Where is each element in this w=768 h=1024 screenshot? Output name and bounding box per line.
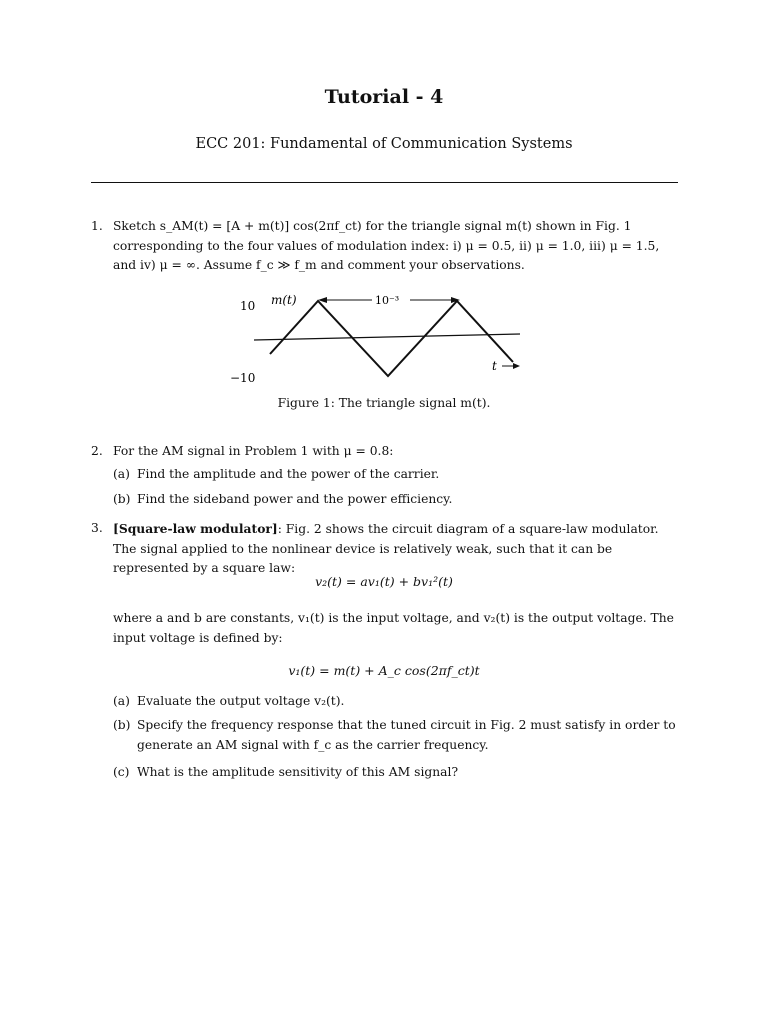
part-label: (b) [113,492,131,506]
part-text: Specify the frequency response that the tuned circuit in Fig. 2 must satisfy in order to generate an AM signal with f_c as the carrier frequency. [137,718,676,752]
part-text: Evaluate the output voltage v₂(t). [137,694,345,708]
equation-square-law: v₂(t) = av₁(t) + bv₁²(t) [315,574,453,589]
part-text: Find the sideband power and the power efficiency. [137,492,453,506]
problem-3a [113,692,679,712]
part-label: (a) [113,694,130,708]
triangle-signal-figure [220,284,530,394]
y-max-label: 10 [240,299,256,313]
problem-3-heading: [Square-law modulator] [113,521,278,536]
part-label: (a) [113,467,130,481]
problem-1 [91,217,679,276]
part-text: What is the amplitude sensitivity of this AM signal? [137,765,459,779]
problem-3 [91,519,679,579]
part-label: (b) [113,718,131,732]
horizontal-rule [91,182,678,183]
problem-number: 3. [91,521,103,535]
problem-number: 1. [91,219,103,233]
problem-3c [113,763,679,783]
problem-2-intro: For the AM signal in Problem 1 with μ = 0.8: [113,444,394,458]
page-title: Tutorial - 4 [324,86,444,108]
y-min-label: −10 [230,371,256,385]
part-label: (c) [113,765,130,779]
problem-2 [91,442,679,462]
problem-2b [113,490,679,510]
problem-3-middle [113,609,679,648]
page-subtitle: ECC 201: Fundamental of Communication Systems [195,136,573,152]
problem-3b [113,716,679,755]
period-label: 10⁻³ [375,294,400,307]
problem-number: 2. [91,444,103,458]
t-axis-label: t [492,359,497,373]
problem-3-intro: : Fig. 2 shows the circuit diagram of a square-law modulator. The signal applied to the nonlinear device is relatively weak, such that it can be represented by a square law: [113,522,659,575]
signal-label: m(t) [271,293,297,307]
problem-2a [113,465,679,485]
time-axis [254,334,520,340]
problem-3-middle-text: where a and b are constants, v₁(t) is the input voltage, and v₂(t) is the output voltage. The input voltage is defined by: [113,611,674,645]
problem-1-text: Sketch s_AM(t) = [A + m(t)] cos(2πf_ct) for the triangle signal m(t) shown in Fig. 1 corresponding to the four values of modulation index: i) μ = 0.5, ii) μ = 1.0, iii) μ = 1.5, and iv) μ = ∞. Assume f_c ≫ f_m and comment your observations. [113,219,660,272]
part-text: Find the amplitude and the power of the carrier. [137,467,440,481]
t-arrow-head [513,363,520,369]
equation-input-voltage: v₁(t) = m(t) + A_c cos(2πf_ct)t [288,663,480,678]
figure-caption: Figure 1: The triangle signal m(t). [277,396,491,410]
